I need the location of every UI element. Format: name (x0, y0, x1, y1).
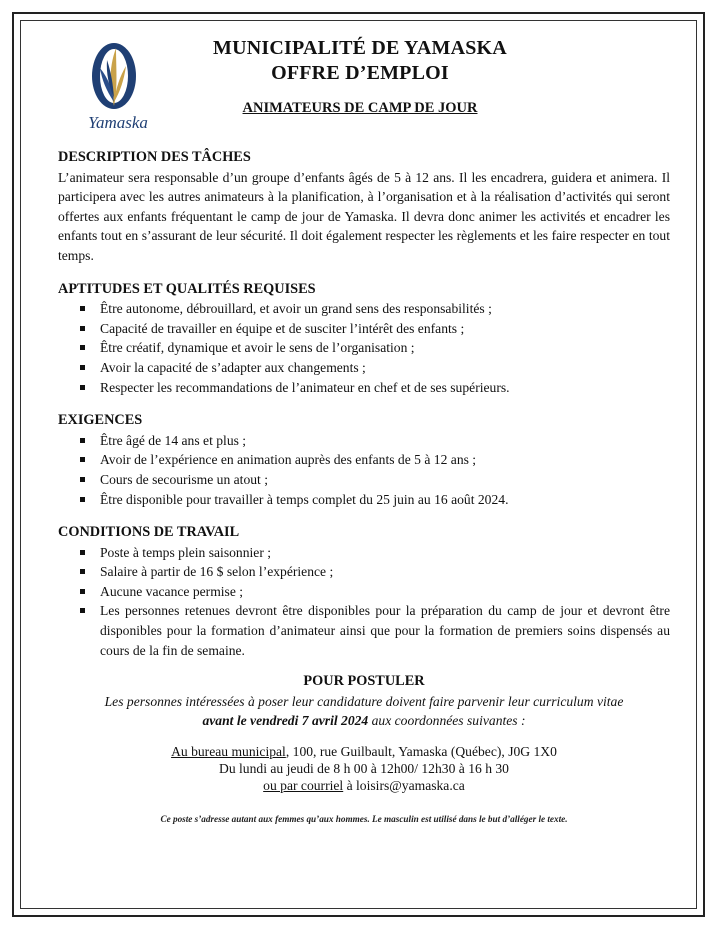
list-item: Aucune vacance permise ; (80, 582, 670, 602)
conditions-list (58, 543, 670, 661)
logo-text: Yamaska (88, 113, 148, 132)
aptitudes-list (58, 299, 670, 397)
list-item: Cours de secourisme un atout ; (80, 470, 670, 490)
description-title: DESCRIPTION DES TÂCHES (58, 149, 251, 165)
list-item: Les personnes retenues devront être disponibles pour la préparation du camp de jour et devront être disponibles pour la formation d’animateur ainsi que pour la formation de premiers soins dispensés au cours de la fin de semaine. (80, 601, 670, 660)
list-item: Avoir de l’expérience en animation auprès des enfants de 5 à 12 ans ; (80, 450, 670, 470)
list-item: Respecter les recommandations de l’animateur en chef et de ses supérieurs. (80, 378, 670, 398)
exigences-title: EXIGENCES (58, 412, 143, 429)
list-item: Être créatif, dynamique et avoir le sens de l’organisation ; (80, 338, 670, 358)
hours-line: Du lundi au jeudi de 8 h 00 à 12h00/ 12h30 à 16 h 30 (219, 761, 509, 777)
yamaska-logo-graphic (76, 40, 160, 138)
list-item: Salaire à partir de 16 $ selon l’expérience ; (80, 562, 670, 582)
exigences-list (58, 431, 670, 509)
list-item: Capacité de travailler en équipe et de susciter l’intérêt des enfants ; (80, 319, 670, 339)
email-label: ou par courriel (263, 778, 344, 794)
list-item: Être disponible pour travailler à temps complet du 25 juin au 16 août 2024. (80, 490, 670, 510)
office-label: Au bureau municipal (171, 744, 286, 760)
footnote: Ce poste s’adresse autant aux femmes qu’aux hommes. Le masculin est utilisé dans le but d’alléger le texte. (160, 814, 568, 825)
address-line (58, 743, 670, 760)
list-item: Poste à temps plein saisonnier ; (80, 543, 670, 563)
apply-line-1: Les personnes intéressées à poser leur candidature doivent faire parvenir leur curriculum vitae (104, 693, 624, 709)
apply-deadline: avant le vendredi 7 avril 2024 (202, 713, 369, 729)
municipality-name: MUNICIPALITÉ DE YAMASKA (213, 37, 507, 59)
list-item: Avoir la capacité de s’adapter aux changements ; (80, 358, 670, 378)
list-item: Être autonome, débrouillard, et avoir un grand sens des responsabilités ; (80, 299, 670, 319)
conditions-title: CONDITIONS DE TRAVAIL (58, 524, 240, 541)
page-header (150, 36, 570, 86)
contact-block (58, 743, 670, 794)
email-line (58, 777, 670, 794)
apply-line-2-rest: aux coordonnées suivantes : (368, 713, 526, 729)
address-text: , 100, rue Guilbault, Yamaska (Québec), J0G 1X0 (285, 744, 557, 760)
apply-section (58, 672, 670, 731)
email-address[interactable]: à loisirs@yamaska.ca (343, 778, 465, 794)
yamaska-logo (76, 40, 160, 138)
description-text: L’animateur sera responsable d’un groupe d’enfants âgés de 5 à 12 ans. Il les encadrera, guidera et animera. Il participera avec les autres animateurs à la planification, à l’organisation et à la réalisation d’activités qui seront offertes aux enfants fréquentant le camp de jour de Yamaska. Il devra donc animer les activités et encadrer les enfants tout en s’assurant de leur sécurité. Il doit également respecter les règlements et les faire respecter en tout temps. (58, 169, 670, 263)
apply-title: POUR POSTULER (303, 673, 425, 690)
job-subtitle: ANIMATEURS DE CAMP DE JOUR (242, 100, 478, 116)
page-title: OFFRE D’EMPLOI (271, 62, 449, 84)
document-body (58, 148, 670, 830)
list-item: Être âgé de 14 ans et plus ; (80, 431, 670, 451)
apply-line-2 (58, 711, 670, 731)
aptitudes-title: APTITUDES ET QUALITÉS REQUISES (58, 280, 316, 297)
